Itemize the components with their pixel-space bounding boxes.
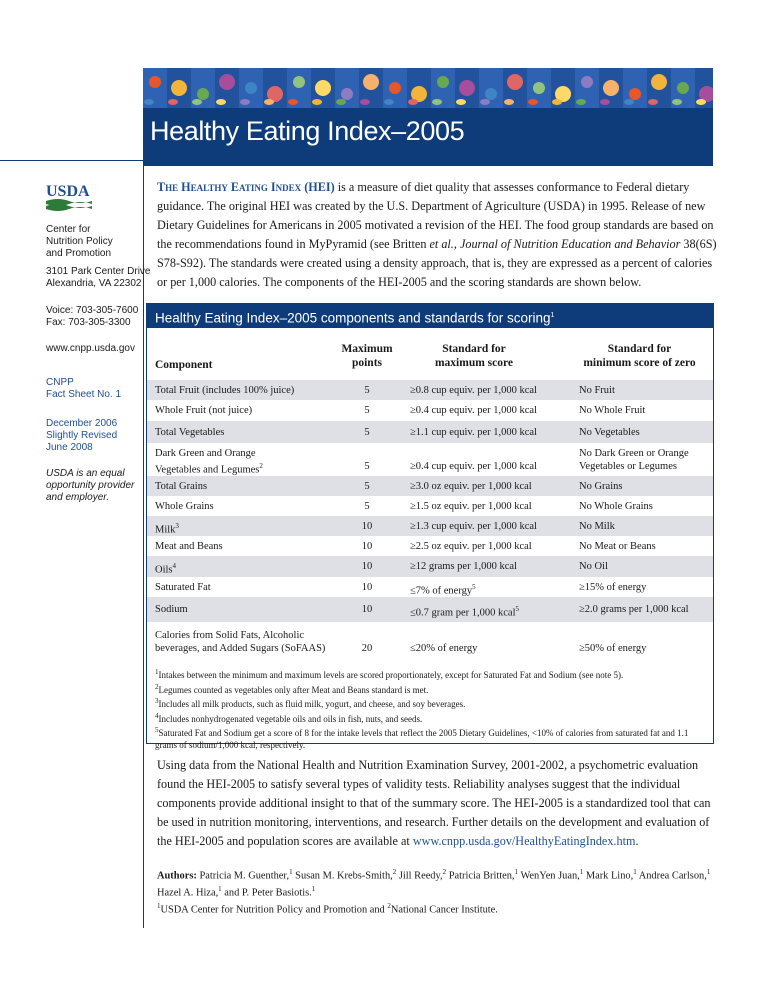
cell-points: 5 xyxy=(364,500,370,512)
sidebar-org: Center for Nutrition Policy and Promotion xyxy=(46,224,113,259)
cell-min-standard: No Grains xyxy=(579,480,623,492)
cell-max-standard: ≥0.4 cup equiv. per 1,000 kcal xyxy=(410,405,537,416)
usda-logo-text: USDA xyxy=(46,183,90,200)
cell-min-standard: ≥50% of energy xyxy=(579,643,647,654)
footnote: $^1$Intakes between the minimum and maximum levels are scored proportionately, except for Saturated Fat and Sodium (see note 5). xyxy=(155,668,624,680)
sidebar-phone: Voice: 703-305-7600 Fax: 703-305-3300 xyxy=(46,305,139,328)
cell-min-standard: No Meat or Beans xyxy=(579,540,656,552)
footnote: $^2$Legumes counted as vegetables only after Meat and Beans standard is met. xyxy=(155,682,429,695)
sidebar-divider xyxy=(0,160,143,161)
cell-max-standard: ≤7% of energy$^5$ xyxy=(410,582,476,596)
author-name: Andrea Carlson, xyxy=(638,870,707,882)
table-row xyxy=(147,577,713,597)
cell-points: 20 xyxy=(361,643,373,654)
cell-points: 5 xyxy=(364,480,370,492)
hei-link[interactable]: www.cnpp.usda.gov/HealthyEatingIndex.htm xyxy=(412,834,636,848)
cell-min-standard: No Fruit xyxy=(579,384,615,396)
cell-points: 5 xyxy=(364,384,370,396)
cell-points: 10 xyxy=(361,561,373,572)
cell-points: 10 xyxy=(361,604,373,615)
author-name: Patricia Britten, xyxy=(448,870,515,882)
evaluation-paragraph: Using data from the National Health and Nutrition Examination Survey, 2001-2002, a psychometric evaluation found the HEI-2005 to satisfy several types of validity tests. Reliability analyses suggest that the individual components provide additional insight to that of the summary score. The HEI-2005 is a standardized tool that can be used in nutrition monitoring, interventions, and research. Further details on the development and evaluation of the HEI-2005 and population scores are available at www.cnpp.usda.gov/HealthyEatingIndex.htm. xyxy=(157,758,711,848)
author-name: Jill Reedy, xyxy=(398,870,443,882)
footnote: $^4$Includes nonhydrogenated vegetable oils and oils in fish, nuts, and seeds. xyxy=(155,711,423,724)
cell-max-standard: ≥1.3 cup equiv. per 1,000 kcal xyxy=(410,520,537,532)
cell-component: Total Vegetables xyxy=(155,426,225,438)
table-row xyxy=(147,421,713,443)
cell-points: 5 xyxy=(364,426,370,438)
sidebar-website-link[interactable]: www.cnpp.usda.gov xyxy=(46,343,135,354)
author-name: and P. Peter Basiotis. xyxy=(224,887,312,899)
cell-max-standard: ≥3.0 oz equiv. per 1,000 kcal xyxy=(410,480,532,492)
food-illustration-strip xyxy=(143,68,713,108)
cell-component: Saturated Fat xyxy=(155,581,211,593)
cell-min-standard: No Whole Grains xyxy=(579,500,653,512)
header-min-score: Standard for minimum score of zero xyxy=(583,343,696,369)
scoring-table xyxy=(146,303,714,750)
cell-component: Whole Grains xyxy=(155,500,214,512)
cell-component: Oils$^4$ xyxy=(155,562,177,576)
header-component: Component xyxy=(155,359,213,371)
intro-paragraph: The Healthy Eating Index (HEI) is a measure of diet quality that assesses conformance to Federal dietary guidance. The original HEI was created by the U.S. Department of Agriculture (USDA) in 1995. Release of new Dietary Guidelines for Americans in 2005 motivated a revision of the HEI. The food group standards are based on the recommendations found in MyPyramid (see Britten et al., Journal of Nutrition Education and Behavior 38(6S) S78-S92). The standards were created using a density approach, that is, they are expressed as a percent of calories or per 1,000 calories. The components of the HEI-2005 and the scoring standards are shown below. xyxy=(157,180,717,289)
table-row xyxy=(147,380,713,400)
cell-points: 10 xyxy=(361,520,373,532)
table-row xyxy=(147,496,713,516)
author-name: Mark Lino, xyxy=(585,870,634,882)
cell-max-standard: ≥1.1 cup equiv. per 1,000 kcal xyxy=(410,426,537,438)
table-row xyxy=(147,516,713,536)
header-illustration-banner xyxy=(143,68,713,108)
author-name: Hazel A. Hiza, xyxy=(157,887,219,899)
cell-component: Dark Green and Orange Vegetables and Legumes$^2$ xyxy=(155,447,263,475)
page-title: Healthy Eating Index–2005 xyxy=(150,116,465,146)
cell-min-standard: No Dark Green or Orange Vegetables or Legumes xyxy=(579,447,689,472)
cell-max-standard: ≥2.5 oz equiv. per 1,000 kcal xyxy=(410,540,532,552)
table-row xyxy=(147,597,713,622)
cell-component: Meat and Beans xyxy=(155,540,223,552)
usda-logo xyxy=(46,182,92,212)
intro-lead: The Healthy Eating Index (HEI) xyxy=(157,180,335,194)
affiliations: $^1$USDA Center for Nutrition Policy and Promotion and $^2$National Cancer Institute. xyxy=(157,901,498,916)
cell-points: 5 xyxy=(364,405,370,416)
cell-min-standard: ≥2.0 grams per 1,000 kcal xyxy=(579,604,689,615)
cell-component: Total Grains xyxy=(155,480,208,492)
cell-component: Milk$^3$ xyxy=(155,521,179,535)
cell-max-standard: ≥0.4 cup equiv. per 1,000 kcal xyxy=(410,460,537,472)
author-name: WenYen Juan, xyxy=(520,870,580,882)
header-max-points: Maximum points xyxy=(341,343,393,369)
vertical-divider xyxy=(143,108,144,928)
cell-component: Sodium xyxy=(155,604,188,615)
cell-max-standard: ≥12 grams per 1,000 kcal xyxy=(410,561,517,572)
sidebar-fact-sheet: CNPP Fact Sheet No. 1 xyxy=(46,377,122,400)
cell-max-standard: ≤0.7 gram per 1,000 kcal$^5$ xyxy=(410,605,519,619)
cell-min-standard: ≥15% of energy xyxy=(579,581,647,593)
table-row xyxy=(147,476,713,496)
cell-max-standard: ≥1.5 oz equiv. per 1,000 kcal xyxy=(410,500,532,512)
cell-max-standard: ≥0.8 cup equiv. per 1,000 kcal xyxy=(410,384,537,396)
table-row xyxy=(147,536,713,556)
footnote: $^3$Includes all milk products, such as fluid milk, yogurt, and cheese, and soy beverages. xyxy=(155,697,466,710)
cell-max-standard: ≤20% of energy xyxy=(410,643,478,654)
header-max-score: Standard for maximum score xyxy=(434,343,514,369)
cell-min-standard: No Vegetables xyxy=(579,426,640,438)
cell-component: Whole Fruit (not juice) xyxy=(155,405,253,416)
table-footnotes xyxy=(155,667,710,752)
author-name: Patricia M. Guenther, xyxy=(199,870,290,882)
cell-component: Total Fruit (includes 100% juice) xyxy=(155,384,295,396)
author-name: Susan M. Krebs-Smith, xyxy=(295,870,393,882)
sidebar-address: 3101 Park Center Drive Alexandria, VA 22302 xyxy=(46,266,151,289)
table-row xyxy=(147,556,713,577)
table-row xyxy=(147,443,713,476)
cell-min-standard: No Milk xyxy=(579,520,615,532)
cell-min-standard: No Whole Fruit xyxy=(579,405,646,416)
table-title: Healthy Eating Index–2005 components and standards for scoring$^1$ xyxy=(147,304,713,328)
sidebar-equal-opportunity: USDA is an equal opportunity provider and employer. xyxy=(46,468,135,503)
authors-block: Authors: Patricia M. Guenther,$^1$ Susan M. Krebs-Smith,$^2$ Jill Reedy,$^2$ Patricia Britten,$^1$ WenYen Juan,$^1$ Mark Lino,$^1$ Andrea Carlson,$^1$ Hazel A. Hiza,$^1$ and P. Peter Basiotis.$^1$ $^1$USDA Center for Nutrition Policy and Promotion and $^2$National Cancer Institute. xyxy=(157,866,722,917)
sidebar-dates: December 2006 Slightly Revised June 2008 xyxy=(46,418,118,453)
cell-component: Calories from Solid Fats, Alcoholic beverages, and Added Sugars (SoFAAS) xyxy=(155,630,326,654)
table-row xyxy=(147,622,713,662)
cell-points: 5 xyxy=(364,460,370,472)
cell-points: 10 xyxy=(361,540,373,552)
cell-points: 10 xyxy=(361,581,373,593)
cell-min-standard: No Oil xyxy=(579,561,608,572)
table-row xyxy=(147,400,713,421)
footnote: $^5$Saturated Fat and Sodium get a score of 8 for the intake levels that reflect the 2005 Dietary Guidelines, <10% of calories from saturated fat and 1.1 grams of sodium/1,000 kcal, respectively. xyxy=(155,726,689,750)
